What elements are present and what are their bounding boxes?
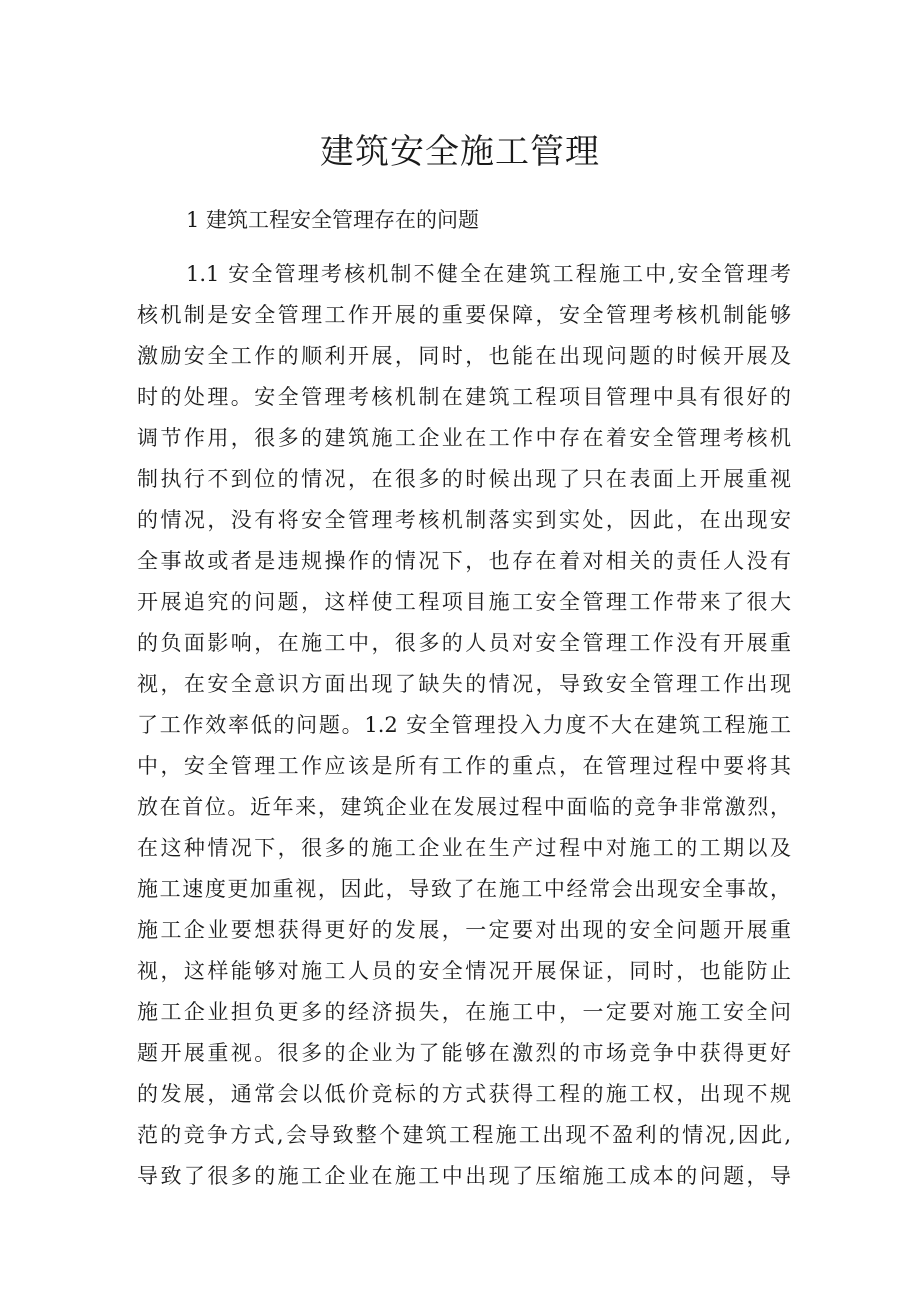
- paragraph-line: 了工作效率低的问题。1.2 安全管理投入力度不大在建筑工程施工: [137, 713, 791, 737]
- paragraph-line: 核机制是安全管理工作开展的重要保障，安全管理考核机制能够: [137, 303, 791, 327]
- paragraph-line: 开展追究的问题，这样使工程项目施工安全管理工作带来了很大: [137, 590, 791, 614]
- paragraph-line: 1.1 安全管理考核机制不健全在建筑工程施工中,安全管理考: [186, 262, 791, 286]
- paragraph-line: 视，在安全意识方面出现了缺失的情况，导致安全管理工作出现: [137, 672, 791, 696]
- paragraph-line: 的情况，没有将安全管理考核机制落实到实处，因此，在出现安: [137, 508, 791, 532]
- paragraph-line: 制执行不到位的情况，在很多的时候出现了只在表面上开展重视: [137, 467, 791, 491]
- document-title: 建筑安全施工管理: [320, 132, 600, 172]
- paragraph-line: 的发展，通常会以低价竞标的方式获得工程的施工权，出现不规: [137, 1082, 791, 1106]
- paragraph-line: 施工企业担负更多的经济损失，在施工中，一定要对施工安全问: [137, 1000, 791, 1024]
- paragraph-line: 时的处理。安全管理考核机制在建筑工程项目管理中具有很好的: [137, 385, 791, 409]
- body-paragraph: [137, 254, 791, 1197]
- paragraph-line: 全事故或者是违规操作的情况下，也存在着对相关的责任人没有: [137, 549, 791, 573]
- paragraph-line: 施工速度更加重视，因此，导致了在施工中经常会出现安全事故，: [137, 877, 791, 901]
- paragraph-line: 导致了很多的施工企业在施工中出现了压缩施工成本的问题，导: [137, 1164, 791, 1188]
- paragraph-line: 题开展重视。很多的企业为了能够在激烈的市场竞争中获得更好: [137, 1041, 791, 1065]
- paragraph-line: 视，这样能够对施工人员的安全情况开展保证，同时，也能防止: [137, 959, 791, 983]
- paragraph-line: 在这种情况下，很多的施工企业在生产过程中对施工的工期以及: [137, 836, 791, 860]
- paragraph-line: 中，安全管理工作应该是所有工作的重点，在管理过程中要将其: [137, 754, 791, 778]
- section-heading: 1 建筑工程安全管理存在的问题: [186, 208, 480, 232]
- paragraph-line: 激励安全工作的顺利开展，同时，也能在出现问题的时候开展及: [137, 344, 791, 368]
- paragraph-line: 施工企业要想获得更好的发展，一定要对出现的安全问题开展重: [137, 918, 791, 942]
- paragraph-line: 调节作用，很多的建筑施工企业在工作中存在着安全管理考核机: [137, 426, 791, 450]
- paragraph-line: 范的竞争方式,会导致整个建筑工程施工出现不盈利的情况,因此,: [137, 1123, 791, 1147]
- paragraph-line: 的负面影响，在施工中，很多的人员对安全管理工作没有开展重: [137, 631, 791, 655]
- paragraph-line: 放在首位。近年来，建筑企业在发展过程中面临的竞争非常激烈，: [137, 795, 791, 819]
